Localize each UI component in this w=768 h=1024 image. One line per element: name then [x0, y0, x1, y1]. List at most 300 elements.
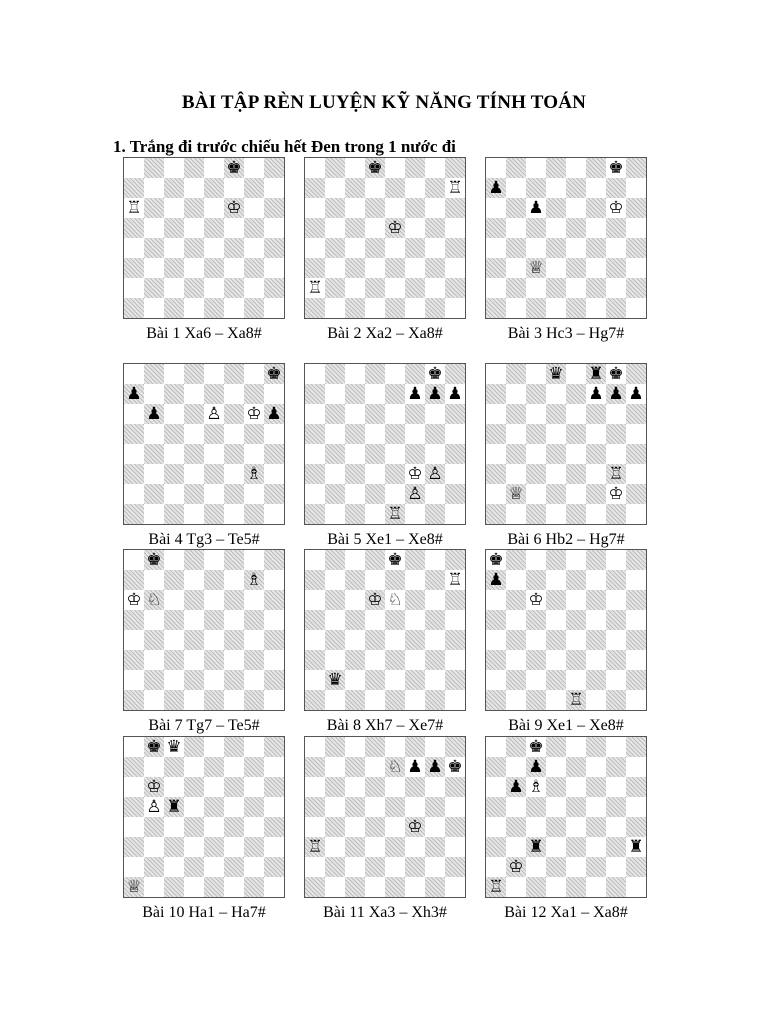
board-square [325, 424, 345, 444]
board-square [566, 278, 586, 298]
board-square [264, 570, 284, 590]
board-square [546, 777, 566, 797]
board-square [506, 690, 526, 710]
board-square [506, 298, 526, 318]
board-square [124, 690, 144, 710]
board-square [124, 364, 144, 384]
board-square [184, 278, 204, 298]
board-square [224, 278, 244, 298]
board-square [345, 178, 365, 198]
board-square [606, 218, 626, 238]
board-square [606, 777, 626, 797]
puzzle-caption: Bài 5 Xe1 – Xe8# [327, 531, 443, 548]
board-square [566, 550, 586, 570]
board-square [224, 590, 244, 610]
board-square [224, 218, 244, 238]
board-square [506, 158, 526, 178]
board-square [305, 857, 325, 877]
board-square [606, 757, 626, 777]
white-king-icon: ♔ [407, 817, 423, 837]
board-square [144, 278, 164, 298]
board-square [305, 590, 325, 610]
black-king-icon: ♚ [608, 364, 624, 384]
board-square [144, 444, 164, 464]
board-square [586, 444, 606, 464]
board-square [365, 444, 385, 464]
board-square [224, 690, 244, 710]
board-square [204, 178, 224, 198]
board-square [184, 737, 204, 757]
board-square [345, 737, 365, 757]
black-king-icon: ♚ [387, 550, 403, 570]
board-square [204, 777, 224, 797]
board-square [325, 630, 345, 650]
board-square [345, 857, 365, 877]
board-square [385, 238, 405, 258]
board-square [445, 484, 465, 504]
board-square [204, 258, 224, 278]
board-square [486, 690, 506, 710]
white-queen-icon: ♕ [528, 258, 544, 278]
board-square [224, 777, 244, 797]
board-square [425, 837, 445, 857]
board-square [606, 877, 626, 897]
board-square [506, 238, 526, 258]
board-square [345, 424, 365, 444]
board-square [144, 504, 164, 524]
board-square [345, 590, 365, 610]
board-square [445, 158, 465, 178]
board-square [184, 857, 204, 877]
board-square [385, 278, 405, 298]
board-square [626, 178, 646, 198]
board-square [445, 424, 465, 444]
board-square [546, 464, 566, 484]
board-square [124, 610, 144, 630]
black-pawn-icon: ♟ [528, 198, 544, 218]
chess-board [123, 157, 285, 319]
board-square [144, 650, 164, 670]
board-square [385, 777, 405, 797]
board-square [365, 504, 385, 524]
board-square [566, 198, 586, 218]
board-square [305, 384, 325, 404]
board-square [506, 797, 526, 817]
board-square [325, 484, 345, 504]
board-square [305, 797, 325, 817]
board-square [526, 550, 546, 570]
board-square [264, 550, 284, 570]
board-square [184, 570, 204, 590]
board-square [164, 384, 184, 404]
board-square [244, 857, 264, 877]
board-square [385, 404, 405, 424]
board-square [425, 424, 445, 444]
board-square [425, 737, 445, 757]
board-square [546, 238, 566, 258]
board-square [546, 158, 566, 178]
board-square [305, 258, 325, 278]
board-square [405, 670, 425, 690]
board-square [224, 484, 244, 504]
board-square [526, 364, 546, 384]
board-square [425, 817, 445, 837]
board-square [486, 797, 506, 817]
board-square [526, 650, 546, 670]
board-square [124, 650, 144, 670]
board-square [325, 550, 345, 570]
board-square [546, 384, 566, 404]
board-square [626, 504, 646, 524]
board-square [546, 298, 566, 318]
board-square [626, 258, 646, 278]
board-square [325, 737, 345, 757]
black-pawn-icon: ♟ [266, 404, 282, 424]
board-square [546, 737, 566, 757]
board-square [264, 298, 284, 318]
board-square [164, 857, 184, 877]
board-square [546, 404, 566, 424]
black-king-icon: ♚ [367, 158, 383, 178]
board-square [144, 158, 164, 178]
board-square [566, 464, 586, 484]
board-square [546, 797, 566, 817]
page-title: BÀI TẬP RÈN LUYỆN KỸ NĂNG TÍNH TOÁN [181, 92, 587, 113]
board-square [486, 484, 506, 504]
white-king-icon: ♔ [226, 198, 242, 218]
board-square [305, 218, 325, 238]
board-square [144, 690, 164, 710]
board-square [365, 570, 385, 590]
board-square [626, 550, 646, 570]
board-square [224, 857, 244, 877]
board-square [204, 877, 224, 897]
board-square [184, 404, 204, 424]
board-square [626, 797, 646, 817]
board-square [244, 737, 264, 757]
board-square [264, 198, 284, 218]
white-rook-icon: ♖ [447, 570, 463, 590]
board-square [204, 590, 224, 610]
board-square [486, 650, 506, 670]
board-square [144, 610, 164, 630]
board-square [325, 590, 345, 610]
board-square [184, 444, 204, 464]
board-square [305, 610, 325, 630]
board-square [184, 590, 204, 610]
board-square [586, 777, 606, 797]
board-square [204, 757, 224, 777]
board-square [244, 158, 264, 178]
board-square [566, 484, 586, 504]
board-square [626, 278, 646, 298]
chess-board [123, 363, 285, 525]
white-rook-icon: ♖ [488, 877, 504, 897]
board-square [425, 444, 445, 464]
board-square [385, 178, 405, 198]
board-square [546, 198, 566, 218]
board-square [546, 178, 566, 198]
board-square [264, 444, 284, 464]
board-square [486, 384, 506, 404]
board-square [586, 484, 606, 504]
board-square [385, 258, 405, 278]
board-square [445, 464, 465, 484]
puzzle-caption: Bài 9 Xe1 – Xe8# [508, 717, 624, 734]
board-square [345, 650, 365, 670]
board-square [365, 384, 385, 404]
board-square [586, 464, 606, 484]
board-square [586, 404, 606, 424]
board-square [144, 178, 164, 198]
board-square [546, 837, 566, 857]
board-square [506, 550, 526, 570]
board-square [124, 857, 144, 877]
board-square [345, 198, 365, 218]
board-square [486, 737, 506, 757]
board-square [445, 737, 465, 757]
board-square [626, 737, 646, 757]
chess-board [123, 736, 285, 898]
board-square [204, 298, 224, 318]
board-square [204, 857, 224, 877]
board-square [385, 690, 405, 710]
board-square [606, 737, 626, 757]
board-square [606, 690, 626, 710]
board-square [264, 757, 284, 777]
board-square [345, 757, 365, 777]
board-square [124, 424, 144, 444]
board-square [345, 364, 365, 384]
board-square [244, 238, 264, 258]
board-square [264, 464, 284, 484]
board-square [264, 650, 284, 670]
board-square [385, 384, 405, 404]
board-square [586, 857, 606, 877]
board-square [345, 464, 365, 484]
black-king-icon: ♚ [226, 158, 242, 178]
board-square [144, 670, 164, 690]
board-square [365, 218, 385, 238]
black-king-icon: ♚ [608, 158, 624, 178]
board-square [506, 817, 526, 837]
board-square [586, 670, 606, 690]
board-square [425, 650, 445, 670]
board-square [345, 484, 365, 504]
board-square [204, 464, 224, 484]
board-square [305, 690, 325, 710]
black-king-icon: ♚ [528, 737, 544, 757]
board-square [626, 238, 646, 258]
board-square [204, 817, 224, 837]
board-square [264, 178, 284, 198]
board-square [445, 817, 465, 837]
board-square [486, 258, 506, 278]
board-square [486, 424, 506, 444]
board-square [486, 158, 506, 178]
board-square [325, 364, 345, 384]
white-king-icon: ♔ [126, 590, 142, 610]
board-square [264, 484, 284, 504]
white-bishop-icon: ♗ [246, 570, 262, 590]
board-square [305, 484, 325, 504]
board-square [586, 837, 606, 857]
board-square [224, 797, 244, 817]
board-square [606, 404, 626, 424]
chess-board [304, 157, 466, 319]
board-square [486, 238, 506, 258]
board-square [144, 424, 164, 444]
board-square [305, 670, 325, 690]
board-square [244, 690, 264, 710]
board-square [224, 504, 244, 524]
board-square [164, 278, 184, 298]
board-square [345, 610, 365, 630]
board-square [526, 690, 546, 710]
board-square [425, 570, 445, 590]
board-square [506, 650, 526, 670]
board-square [626, 484, 646, 504]
board-square [204, 218, 224, 238]
white-rook-icon: ♖ [126, 198, 142, 218]
black-pawn-icon: ♟ [407, 757, 423, 777]
white-king-icon: ♔ [528, 590, 544, 610]
board-square [325, 298, 345, 318]
board-square [264, 504, 284, 524]
white-queen-icon: ♕ [126, 877, 142, 897]
board-square [606, 504, 626, 524]
board-square [345, 630, 365, 650]
board-square [445, 278, 465, 298]
board-square [506, 464, 526, 484]
board-square [224, 444, 244, 464]
board-square [626, 877, 646, 897]
board-square [244, 444, 264, 464]
board-square [405, 797, 425, 817]
board-square [526, 877, 546, 897]
board-square [204, 550, 224, 570]
white-pawn-icon: ♙ [407, 484, 423, 504]
board-square [345, 258, 365, 278]
board-square [486, 198, 506, 218]
board-square [405, 690, 425, 710]
board-square [365, 857, 385, 877]
board-square [586, 570, 606, 590]
board-square [385, 464, 405, 484]
board-square [526, 178, 546, 198]
board-square [546, 757, 566, 777]
black-pawn-icon: ♟ [447, 384, 463, 404]
board-square [445, 670, 465, 690]
board-square [626, 464, 646, 484]
board-square [264, 797, 284, 817]
board-square [144, 198, 164, 218]
board-square [244, 817, 264, 837]
white-king-icon: ♔ [146, 777, 162, 797]
board-square [325, 198, 345, 218]
board-square [345, 444, 365, 464]
black-queen-icon: ♛ [327, 670, 343, 690]
board-square [506, 877, 526, 897]
board-square [405, 610, 425, 630]
board-square [325, 178, 345, 198]
board-square [566, 610, 586, 630]
board-square [325, 757, 345, 777]
board-square [405, 424, 425, 444]
board-square [606, 278, 626, 298]
board-square [425, 630, 445, 650]
board-square [425, 670, 445, 690]
board-square [224, 404, 244, 424]
board-square [486, 857, 506, 877]
board-square [425, 178, 445, 198]
board-square [224, 178, 244, 198]
black-pawn-icon: ♟ [146, 404, 162, 424]
board-square [305, 504, 325, 524]
puzzle-caption: Bài 1 Xa6 – Xa8# [146, 325, 262, 342]
puzzle-caption: Bài 7 Tg7 – Te5# [148, 717, 260, 734]
board-square [626, 610, 646, 630]
board-square [506, 404, 526, 424]
board-square [566, 777, 586, 797]
board-square [204, 610, 224, 630]
black-rook-icon: ♜ [628, 837, 644, 857]
board-square [405, 630, 425, 650]
board-square [526, 570, 546, 590]
board-square [144, 258, 164, 278]
board-square [224, 238, 244, 258]
white-king-icon: ♔ [508, 857, 524, 877]
board-square [445, 837, 465, 857]
board-square [425, 158, 445, 178]
board-square [445, 218, 465, 238]
board-square [305, 464, 325, 484]
board-square [626, 570, 646, 590]
board-square [365, 178, 385, 198]
board-square [164, 198, 184, 218]
board-square [164, 590, 184, 610]
board-square [365, 484, 385, 504]
board-square [566, 757, 586, 777]
board-square [486, 298, 506, 318]
board-square [305, 444, 325, 464]
board-square [586, 550, 606, 570]
board-square [184, 797, 204, 817]
white-rook-icon: ♖ [608, 464, 624, 484]
board-square [204, 198, 224, 218]
board-square [184, 424, 204, 444]
board-square [586, 238, 606, 258]
board-square [445, 298, 465, 318]
board-square [345, 570, 365, 590]
board-square [405, 550, 425, 570]
board-square [244, 837, 264, 857]
board-square [566, 797, 586, 817]
board-square [345, 298, 365, 318]
board-square [264, 384, 284, 404]
board-square [486, 464, 506, 484]
board-square [606, 444, 626, 464]
board-square [546, 817, 566, 837]
board-square [244, 384, 264, 404]
board-square [164, 218, 184, 238]
board-square [264, 817, 284, 837]
board-square [325, 258, 345, 278]
board-square [546, 590, 566, 610]
board-square [586, 757, 606, 777]
board-square [144, 464, 164, 484]
board-square [425, 278, 445, 298]
